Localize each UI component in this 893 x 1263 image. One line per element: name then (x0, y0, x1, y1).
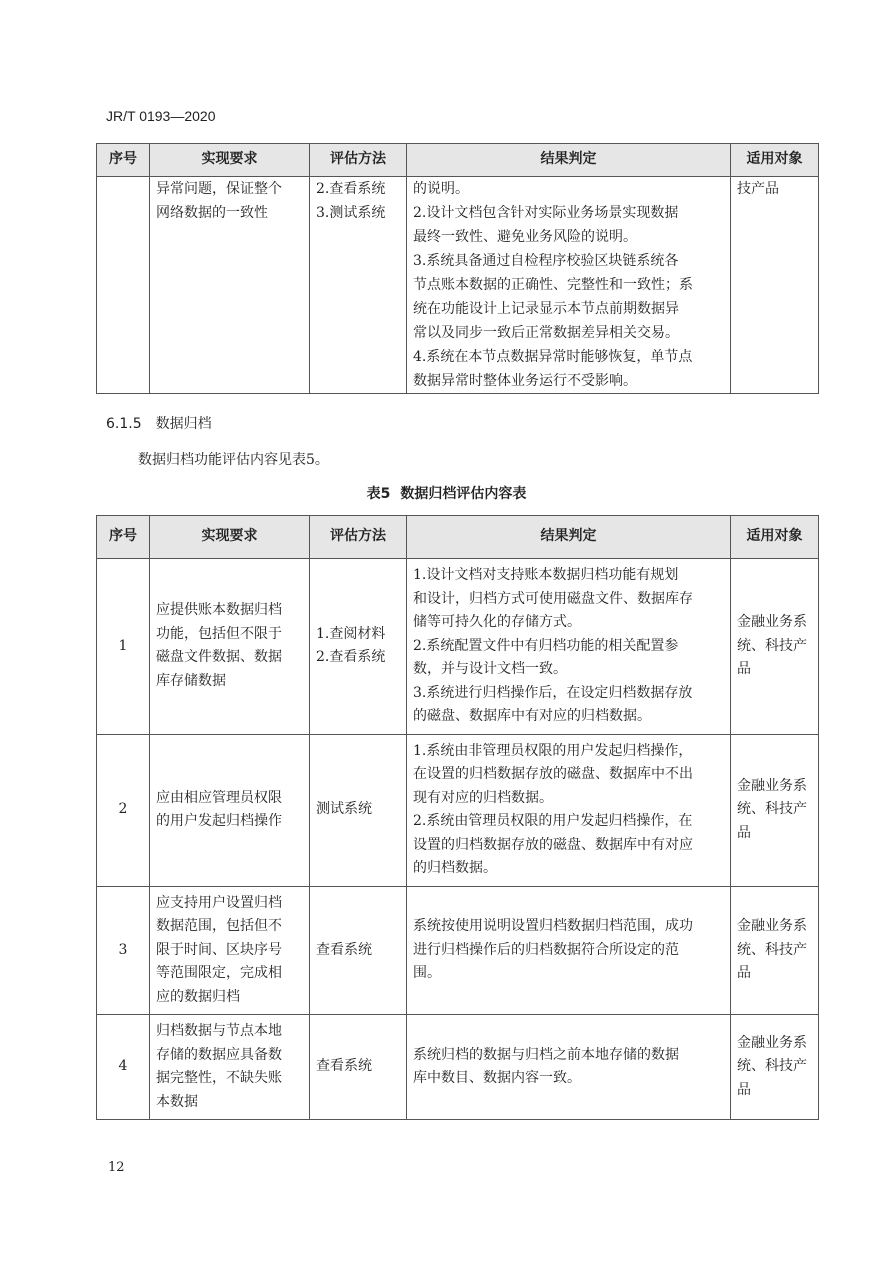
section-title: 数据归档 (155, 416, 212, 432)
text-line: 品 (737, 965, 751, 981)
document-code: JR/T 0193—2020 (106, 108, 216, 124)
text-line: 1.系统由非管理员权限的用户发起归档操作， (413, 742, 693, 759)
cell-target (731, 177, 819, 394)
section-heading (106, 413, 212, 433)
cell-result (407, 559, 731, 735)
text-line: 应支持用户设置归档 (156, 894, 282, 911)
text-line: 4.系统在本节点数据异常时能够恢复，单节点 (413, 349, 693, 365)
text-line: 的磁盘、数据库中有对应的归档数据。 (413, 708, 651, 724)
cell-method (310, 1015, 407, 1120)
table-row (97, 886, 819, 1015)
column-header-method: 评估方法 (310, 516, 407, 559)
text-line: 2.查看系统 (316, 181, 386, 197)
column-header-no: 序号 (97, 516, 150, 559)
table-header-row (97, 516, 819, 559)
text-line: 节点账本数据的正确性、完整性和一致性；系 (413, 277, 693, 293)
cell-requirement (150, 559, 310, 735)
cell-result (407, 734, 731, 886)
text-line: 3.系统具备通过自检程序校验区块链系统各 (413, 253, 679, 269)
text-line: 磁盘文件数据、数据 (156, 649, 282, 666)
text-line: 统、科技产 (737, 1058, 807, 1075)
text-line: 应提供账本数据归档 (156, 602, 282, 619)
body-paragraph: 数据归档功能评估内容见表5。 (138, 452, 329, 468)
text-line: 2.系统配置文件中有归档功能的相关配置参 (413, 637, 679, 654)
text-line: 功能，包括但不限于 (156, 625, 282, 642)
text-line: 1.查阅材料 (316, 625, 386, 642)
text-line: 2.查看系统 (316, 649, 386, 666)
table-continued (96, 143, 819, 394)
text-line: 金融业务系 (737, 918, 807, 934)
text-line: 统、科技产 (737, 637, 807, 654)
text-line: 现有对应的归档数据。 (413, 789, 553, 806)
text-line: 数据异常时整体业务运行不受影响。 (413, 373, 637, 389)
text-line: 在设置的归档数据存放的磁盘、数据库中不出 (413, 766, 693, 782)
column-header-result: 结果判定 (407, 516, 731, 559)
text-line: 金融业务系 (737, 1034, 807, 1051)
text-line: 应由相应管理员权限 (156, 789, 282, 806)
cell-no: 1 (97, 559, 150, 735)
text-line: 测试系统 (316, 801, 372, 818)
cell-requirement (150, 177, 310, 394)
cell-no: 4 (97, 1015, 150, 1120)
cell-result (407, 1015, 731, 1120)
text-line: 品 (737, 824, 751, 841)
cell-method (310, 886, 407, 1015)
text-line: 据完整性，不缺失账 (156, 1070, 282, 1086)
section-number: 6.1.5 (106, 416, 142, 432)
text-line: 设置的归档数据存放的磁盘、数据库中有对应 (413, 836, 693, 853)
text-line: 2.系统由管理员权限的用户发起归档操作，在 (413, 813, 693, 829)
cell-requirement (150, 734, 310, 886)
text-line: 归档数据与节点本地 (156, 1023, 282, 1039)
text-line: 统、科技产 (737, 801, 807, 818)
text-line: 查看系统 (316, 941, 372, 958)
table-row (97, 559, 819, 735)
text-line: 的用户发起归档操作 (156, 813, 282, 829)
text-line: 的说明。 (413, 181, 469, 197)
cell-result (407, 177, 731, 394)
text-line: 2.设计文档包含针对实际业务场景实现数据 (413, 205, 679, 221)
text-line: 3.测试系统 (316, 205, 386, 221)
text-line: 限于时间、区块序号 (156, 941, 282, 958)
text-line: 库中数目、数据内容一致。 (413, 1070, 581, 1086)
cell-target (731, 734, 819, 886)
column-header-target: 适用对象 (731, 144, 819, 177)
cell-method (310, 734, 407, 886)
cell-method (310, 177, 407, 394)
text-line: 最终一致性、避免业务风险的说明。 (413, 229, 637, 245)
text-line: 品 (737, 1081, 751, 1098)
text-line: 存储的数据应具备数 (156, 1046, 282, 1063)
text-line: 的归档数据。 (413, 860, 497, 876)
page-number: 12 (108, 1160, 125, 1175)
column-header-result: 结果判定 (407, 144, 731, 177)
text-line: 应的数据归档 (156, 988, 240, 1005)
cell-target (731, 559, 819, 735)
caption-title: 数据归档评估内容表 (400, 486, 527, 502)
cell-method (310, 559, 407, 735)
text-line: 库存储数据 (156, 672, 226, 689)
text-line: 异常问题，保证整个 (156, 181, 282, 197)
text-line: 统在功能设计上记录显示本节点前期数据异 (413, 301, 679, 317)
text-line: 统、科技产 (737, 941, 807, 958)
caption-number: 表5 (366, 486, 391, 502)
text-line: 本数据 (156, 1093, 198, 1110)
text-line: 技产品 (737, 181, 779, 197)
cell-target (731, 1015, 819, 1120)
column-header-requirement: 实现要求 (150, 516, 310, 559)
text-line: 查看系统 (316, 1058, 372, 1075)
column-header-requirement: 实现要求 (150, 144, 310, 177)
cell-no: 3 (97, 886, 150, 1015)
column-header-no: 序号 (97, 144, 150, 177)
table-row (97, 1015, 819, 1120)
text-line: 数，并与设计文档一致。 (413, 661, 567, 677)
table-row (97, 177, 819, 394)
text-line: 品 (737, 661, 751, 677)
table-header-row (97, 144, 819, 177)
table-5 (96, 515, 819, 1120)
cell-target (731, 886, 819, 1015)
text-line: 储等可持久化的存储方式。 (413, 614, 581, 630)
text-line: 金融业务系 (737, 614, 807, 630)
column-header-target: 适用对象 (731, 516, 819, 559)
text-line: 网络数据的一致性 (156, 205, 268, 221)
table-row (97, 734, 819, 886)
text-line: 金融业务系 (737, 777, 807, 794)
text-line: 3.系统进行归档操作后，在设定归档数据存放 (413, 684, 693, 701)
column-header-method: 评估方法 (310, 144, 407, 177)
text-line: 围。 (413, 965, 441, 981)
cell-no (97, 177, 150, 394)
cell-no: 2 (97, 734, 150, 886)
text-line: 进行归档操作后的归档数据符合所设定的范 (413, 941, 679, 958)
text-line: 和设计，归档方式可使用磁盘文件、数据库存 (413, 590, 693, 607)
text-line: 数据范围，包括但不 (156, 918, 282, 934)
cell-result (407, 886, 731, 1015)
text-line: 1.设计文档对支持账本数据归档功能有规划 (413, 567, 679, 583)
text-line: 系统按使用说明设置归档数据归档范围，成功 (413, 918, 693, 934)
text-line: 等范围限定，完成相 (156, 965, 282, 981)
cell-requirement (150, 1015, 310, 1120)
cell-requirement (150, 886, 310, 1015)
text-line: 常以及同步一致后正常数据差异相关交易。 (413, 325, 679, 341)
table-caption (0, 483, 893, 503)
text-line: 系统归档的数据与归档之前本地存储的数据 (413, 1046, 679, 1063)
